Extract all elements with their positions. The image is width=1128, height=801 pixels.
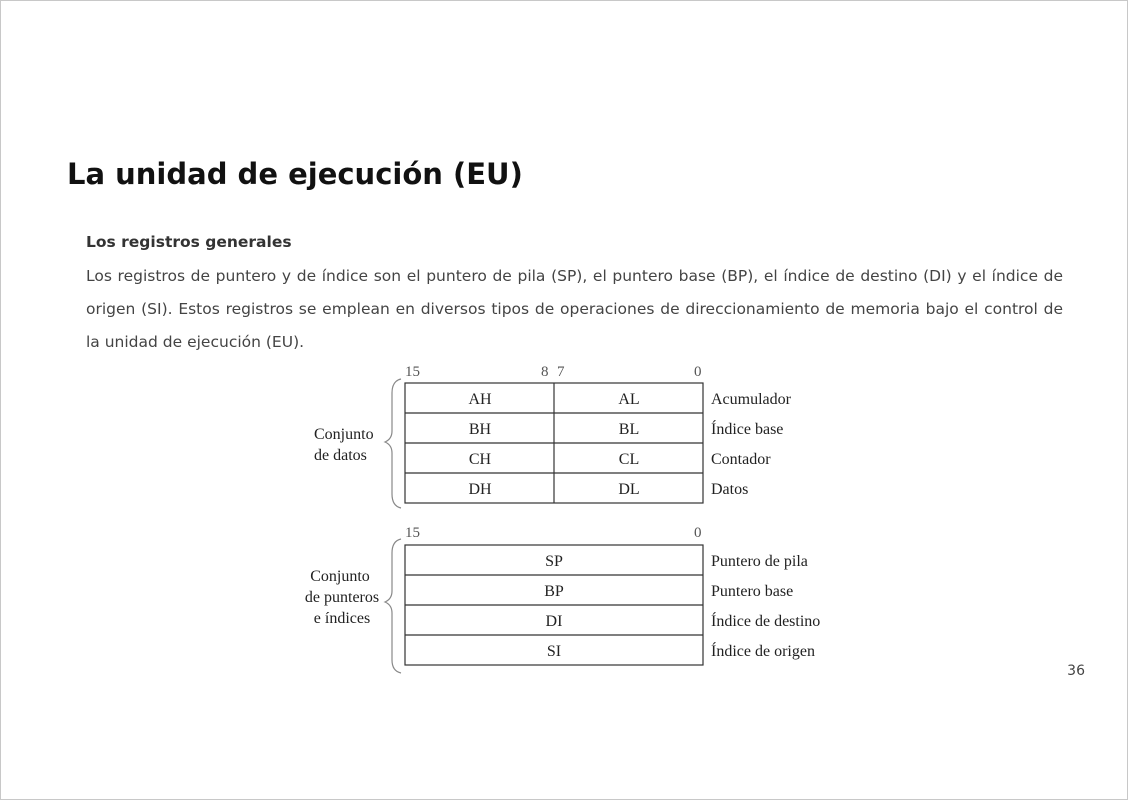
register-bp: BP — [544, 583, 564, 600]
register-di: DI — [545, 613, 563, 630]
register-sp: SP — [545, 553, 563, 570]
register-desc-acumulador: Acumulador — [711, 391, 791, 408]
register-bh: BH — [468, 421, 492, 438]
bit-15-label: 15 — [405, 364, 420, 380]
register-si: SI — [546, 643, 562, 660]
bit-7-label: 7 — [557, 364, 565, 380]
section-subtitle: Los registros generales — [86, 233, 292, 251]
data-group-brace — [385, 379, 401, 508]
register-desc-indice-origen: Índice de origen — [711, 643, 815, 660]
pointer-group-label-line3: e índices — [313, 610, 371, 627]
register-dh: DH — [468, 481, 492, 498]
register-desc-indice-base: Índice base — [711, 421, 784, 438]
slide-title: La unidad de ejecución (EU) — [67, 157, 523, 191]
register-cl: CL — [618, 451, 640, 468]
register-desc-puntero-base: Puntero base — [711, 583, 794, 600]
bit-0-label: 0 — [694, 364, 702, 380]
bit-8-label: 8 — [541, 364, 549, 380]
register-desc-contador: Contador — [711, 451, 771, 468]
bit-15-label: 15 — [405, 525, 420, 541]
register-al: AL — [618, 391, 640, 408]
pointer-group-label-line1: Conjunto — [310, 568, 370, 585]
register-dl: DL — [618, 481, 640, 498]
data-group-label-line2: de datos — [314, 447, 367, 464]
data-group-label-line1: Conjunto — [314, 426, 374, 443]
register-ah: AH — [468, 391, 492, 408]
register-diagram — [1, 1, 1128, 801]
data-register-group — [314, 364, 792, 508]
pointer-register-group — [305, 525, 820, 673]
bit-0-label: 0 — [694, 525, 702, 541]
pointer-group-brace — [385, 539, 401, 673]
pointer-group-label-line2: de punteros — [304, 589, 380, 606]
register-desc-puntero-pila: Puntero de pila — [711, 553, 808, 570]
register-bl: BL — [618, 421, 640, 438]
register-desc-indice-destino: Índice de destino — [711, 613, 821, 630]
body-paragraph: Los registros de puntero y de índice son el puntero de pila (SP), el puntero base (BP), el índice de destino (DI) y el índice de origen (SI). Estos registros se emplean en diversos tipos de operaciones de direccionamiento de memoria bajo el control de la unidad de ejecución (EU). — [86, 267, 1063, 351]
register-ch: CH — [468, 451, 492, 468]
page-number: 36 — [1067, 663, 1085, 679]
register-desc-datos: Datos — [711, 481, 749, 498]
